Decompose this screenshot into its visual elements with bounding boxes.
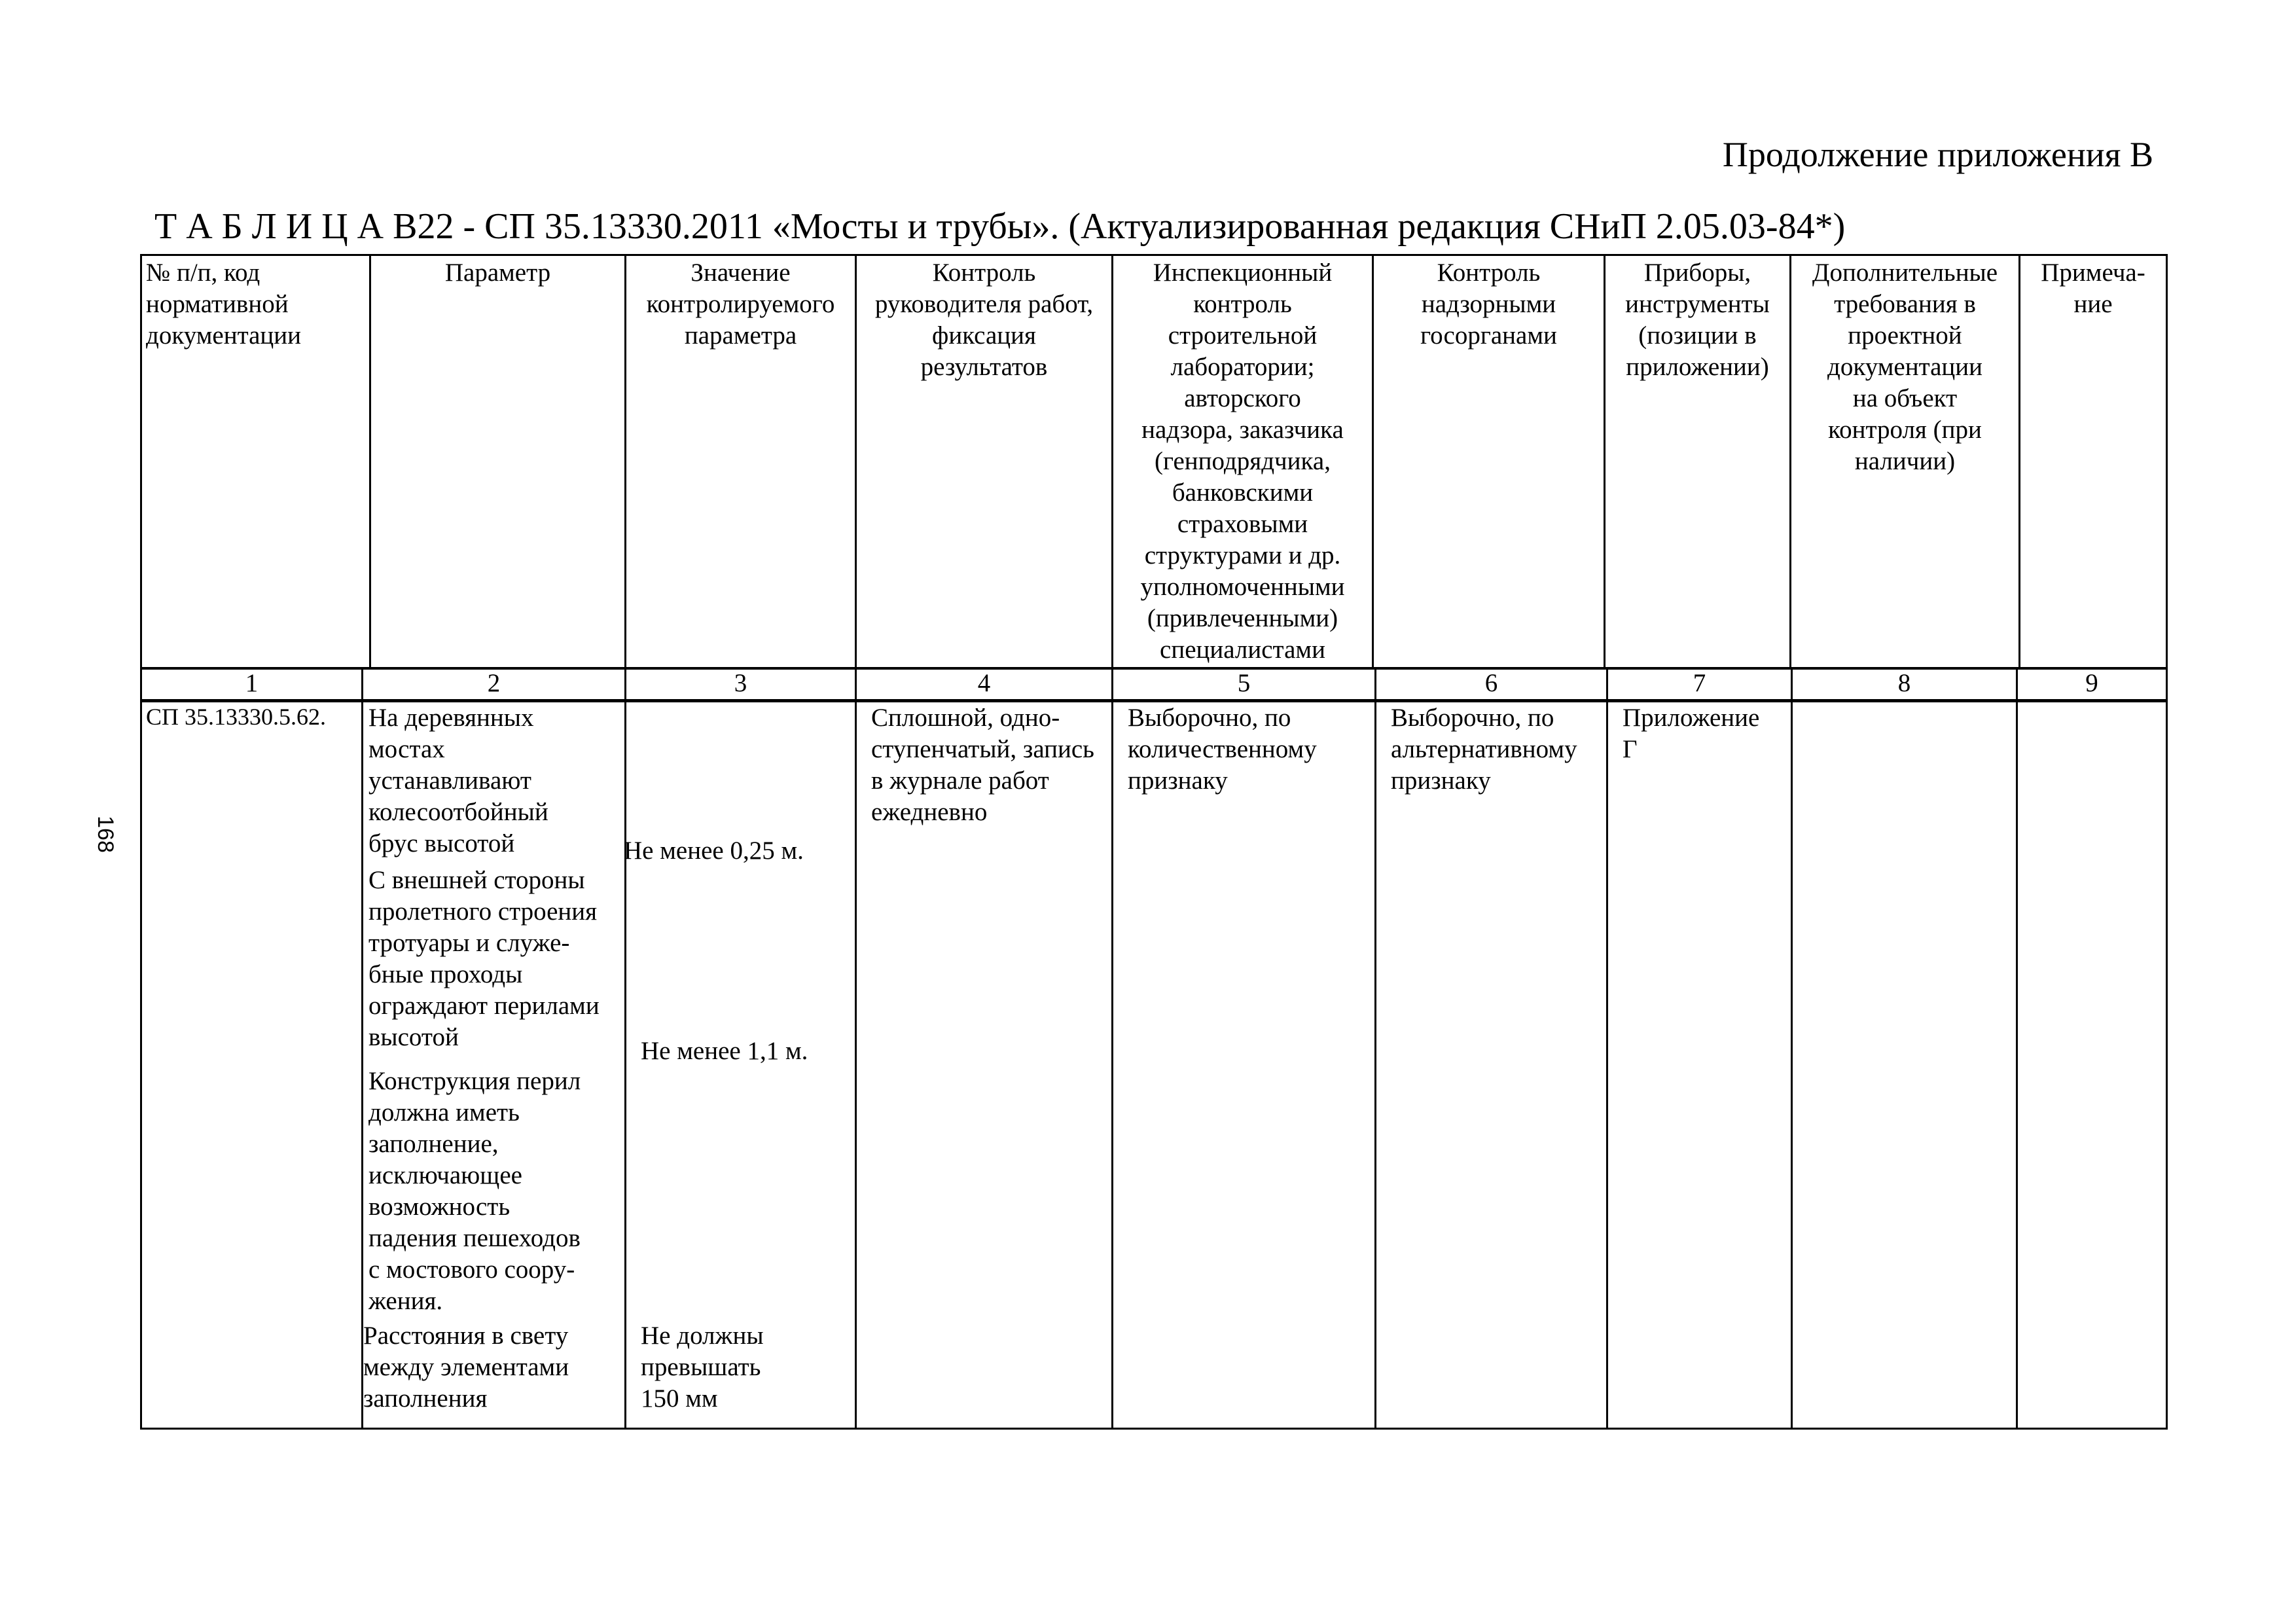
column-number: 6 (1376, 669, 1607, 702)
column-number: 3 (626, 669, 856, 702)
table-title: Т А Б Л И Ц А В22 - СП 35.13330.2011 «Мосты и трубы». (Актуализированная редакция СНиП 2.05.03-84*) (154, 206, 1846, 247)
table-row (141, 700, 2167, 1429)
cell-code: СП 35.13330.5.62. (141, 700, 363, 1429)
cell-note (2017, 700, 2167, 1429)
column-number: 8 (1792, 669, 2017, 702)
header-col-1: № п/п, код нормативной документации (141, 255, 370, 668)
header-col-2: Параметр (370, 255, 626, 668)
column-number: 1 (141, 669, 363, 702)
header-col-7: Приборы, инструменты (позиции в приложении) (1605, 255, 1791, 668)
parameter-1: На деревянных мостах устанавливают колесоотбойный брус высотой (368, 704, 548, 857)
cell-additional (1792, 700, 2017, 1429)
column-number: 9 (2017, 669, 2167, 702)
column-number: 5 (1113, 669, 1376, 702)
header-col-3: Значение контролируемого параметра (626, 255, 856, 668)
column-number: 2 (363, 669, 626, 702)
column-number: 4 (856, 669, 1113, 702)
table-header (140, 254, 2168, 669)
parameter-2: С внешней стороны пролетного строения тротуары и служе- бные проходы ограждают перилами высотой (368, 866, 600, 1051)
header-col-4: Контроль руководителя работ, фиксация результатов (856, 255, 1113, 668)
cell-value (626, 700, 856, 1429)
cell-supervision: Выборочно, по альтернативному признаку (1376, 700, 1607, 1429)
table-body (140, 699, 2168, 1430)
cell-instruments: Приложение Г (1607, 700, 1792, 1429)
header-col-8: Дополнительные требования в проектной документации на объект контроля (при наличии) (1791, 255, 2020, 668)
value-1: Не менее 0,25 м. (624, 837, 804, 865)
parameter-3: Конструкция перил должна иметь заполнение, исключающее возможность падения пешеходов с мостового соору- жения. (368, 1067, 581, 1315)
header-col-5: Инспекционный контроль строительной лаборатории; авторского надзора, заказчика (генподрядчика, банковскими страховыми структурами и др. уполномоченными (привлеченными) специалистами (1113, 255, 1373, 668)
table-column-numbers (140, 668, 2168, 702)
value-3: Не должны превышать 150 мм (641, 1322, 764, 1413)
cell-control: Сплошной, одно- ступенчатый, запись в журнале работ ежедневно (856, 700, 1113, 1429)
page-number: 168 (92, 816, 118, 853)
parameter-4: Расстояния в свету между элементами заполнения (363, 1322, 569, 1413)
value-2: Не менее 1,1 м. (641, 1037, 808, 1065)
continuation-title: Продолжение приложения В (1722, 135, 2153, 174)
header-col-9: Примеча- ние (2020, 255, 2167, 668)
cell-parameter (363, 700, 626, 1429)
cell-inspection: Выборочно, по количественному признаку (1113, 700, 1376, 1429)
header-col-6: Контроль надзорными госорганами (1373, 255, 1605, 668)
column-number: 7 (1607, 669, 1792, 702)
